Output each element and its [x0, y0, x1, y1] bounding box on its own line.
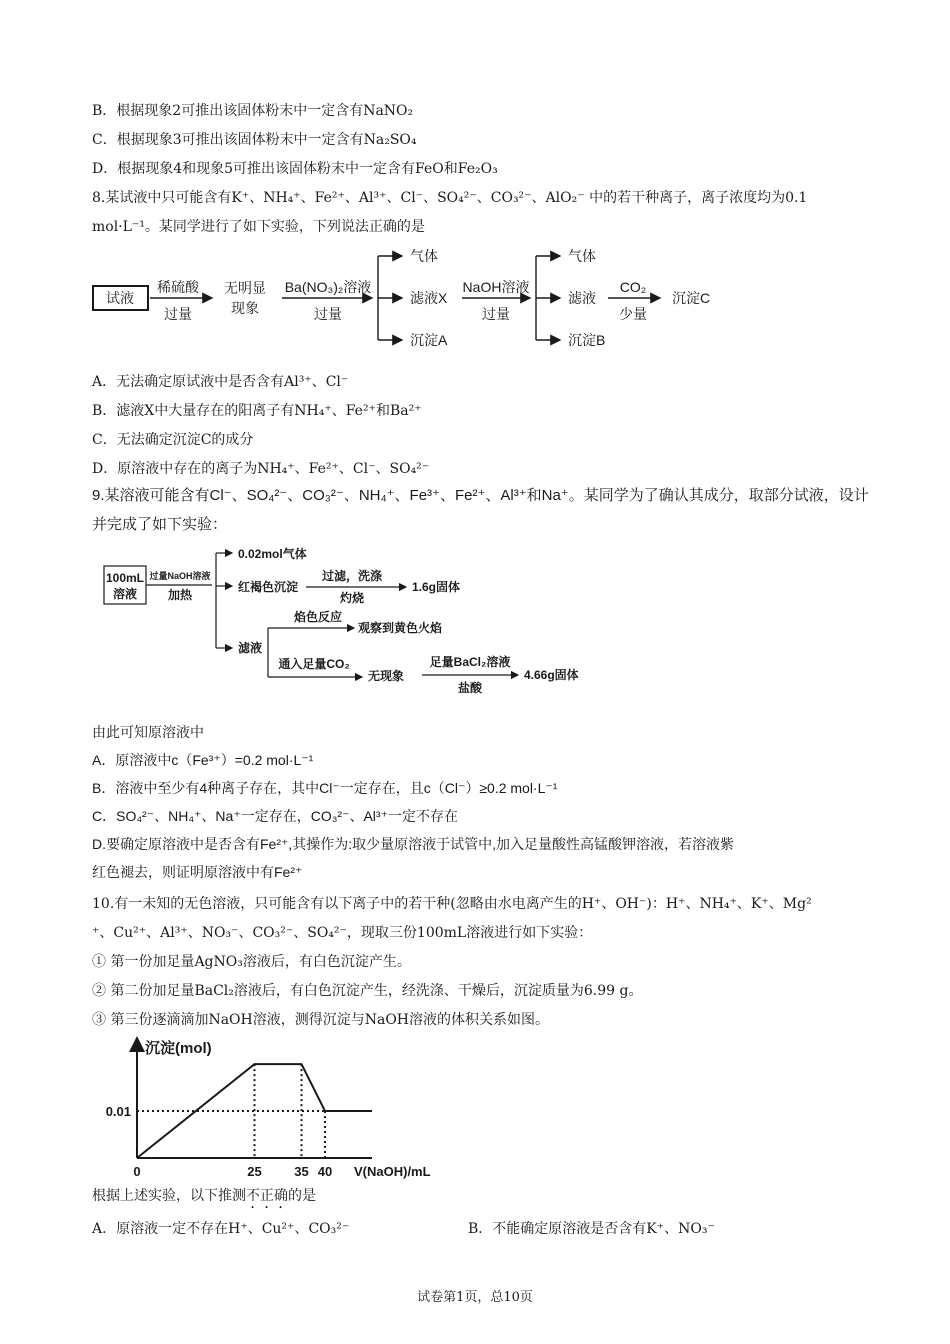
q9-stem-line2: 并完成了如下实验： [92, 516, 228, 533]
page-footer: 试卷第1页，总10页 [417, 1290, 533, 1305]
q8-option-d: D．原溶液中存在的离子为NH₄⁺、Fe²⁺、Cl⁻、SO₄²⁻ [92, 461, 430, 477]
q9-start-a: 100mL [105, 571, 145, 585]
x-tick-35: 35 [294, 1164, 309, 1179]
q9-option-d-line1: D.要确定原溶液中是否含有Fe²⁺,其操作为:取少量原溶液于试管中,加入足量酸性高锰酸钾溶液，若溶液紫 [92, 836, 735, 852]
q10-experiment-2: ② 第二份加足量BaCl₂溶液后，有白色沉淀产生，经洗涤、干燥后，沉淀质量为6.99 g。 [92, 983, 643, 999]
q10-stem-line1: 10.有一未知的无色溶液，只可能含有以下离子中的若干种(忽略由水电离产生的H⁺、OH⁻)：H⁺、NH₄⁺、K⁺、Mg² [92, 896, 812, 912]
x-axis-label: V(NaOH)/mL [354, 1164, 431, 1179]
q9-option-d-line2: 红色褪去，则证明原溶液中有Fe²⁺ [92, 864, 303, 880]
q8-reagent4-bottom: 少量 [619, 306, 647, 322]
x-tick-25: 25 [247, 1164, 262, 1179]
q8-reagent1-bottom: 过量 [164, 306, 192, 322]
q9-filtrate: 滤液 [238, 641, 263, 655]
x-tick-40: 40 [317, 1164, 333, 1179]
q10-lead-post: 的是 [288, 1188, 316, 1204]
q9-flame-test: 焰色反应 [293, 610, 343, 624]
q9-co2-step: 通入足量CO₂ [278, 657, 350, 671]
q8-stem-line1: 8.某试液中只可能含有K⁺、NH₄⁺、Fe²⁺、Al³⁺、Cl⁻、SO₄²⁻、CO₃²⁻、AlO₂⁻ 中的若干种离子，离子浓度均为0.1 [92, 190, 808, 206]
q10-option-b: B．不能确定原溶液是否含有K⁺、NO₃⁻ [468, 1221, 715, 1237]
q8-reagent2-top: Ba(NO₃)₂溶液 [284, 279, 372, 295]
q9-step1-top: 过滤，洗涤 [321, 569, 383, 583]
q9-step1-bottom: 灼烧 [339, 591, 365, 605]
q8-option-b: B．滤液X中大量存在的阳离子有NH₄⁺、Fe²⁺和Ba²⁺ [92, 403, 422, 419]
q10-stem-line2: ⁺、Cu²⁺、Al³⁺、NO₃⁻、CO₃²⁻、SO₄²⁻，现取三份100mL溶液进行如下实验： [92, 925, 593, 941]
q8-reagent4-top: CO₂ [619, 279, 647, 295]
q8-reagent2-bottom: 过量 [314, 306, 342, 322]
q9-option-a: A．原溶液中c（Fe³⁺）=0.2 mol·L⁻¹ [92, 752, 314, 768]
q7-option-d: D．根据现象4和现象5可推出该固体粉末中一定含有FeO和Fe₂O₃ [92, 161, 498, 177]
q10-experiment-1: ① 第一份加足量AgNO₃溶液后，有白色沉淀产生。 [92, 954, 411, 970]
q8-start-box: 试液 [106, 290, 134, 306]
q8-option-a: A．无法确定原试液中是否含有Al³⁺、Cl⁻ [92, 374, 349, 390]
q7-option-c: C．根据现象3可推出该固体粉末中一定含有Na₂SO₄ [92, 132, 417, 148]
q9-option-b: B．溶液中至少有4种离子存在，其中Cl⁻一定存在，且c（Cl⁻）≥0.2 mol·L⁻¹ [92, 780, 558, 796]
q8-branch2-filtrate: 滤液 [568, 290, 596, 306]
q8-final: 沉淀C [672, 290, 711, 306]
q8-result1-a: 无明显 [224, 280, 266, 296]
q10-option-a: A．原溶液一定不存在H⁺、Cu²⁺、CO₃²⁻ [92, 1221, 350, 1237]
q10-lead [92, 1186, 316, 1212]
q8-branch2-precipitate: 沉淀B [568, 332, 606, 348]
q9-start-b: 溶液 [112, 587, 138, 601]
q9-precipitate: 红褐色沉淀 [238, 580, 299, 594]
q9-flame-result: 观察到黄色火焰 [358, 621, 443, 635]
q7-option-b: B．根据现象2可推出该固体粉末中一定含有NaNO₂ [92, 103, 414, 119]
q9-reagent-top: 过量NaOH溶液 [149, 571, 211, 581]
q10-experiment-3: ③ 第三份逐滴滴加NaOH溶液，测得沉淀与NaOH溶液的体积关系如图。 [92, 1012, 550, 1028]
q8-stem-line2: mol·L⁻¹。某同学进行了如下实验，下列说法正确的是 [92, 219, 425, 235]
q9-stem-line1: 9.某溶液可能含有Cl⁻、SO₄²⁻、CO₃²⁻、NH₄⁺、Fe³⁺、Fe²⁺、Al³⁺和Na⁺。某同学为了确认其成分，取部分试液，设计 [92, 487, 869, 504]
q8-branch1-precipitate: 沉淀A [410, 332, 448, 348]
q8-branch2-gas: 气体 [568, 248, 596, 264]
q9-gas: 0.02mol气体 [238, 547, 307, 561]
q8-branch1-gas: 气体 [410, 248, 438, 264]
y-axis-label: 沉淀(mol) [145, 1040, 212, 1057]
q9-reagent-bottom: 加热 [167, 588, 193, 602]
x-tick-0: 0 [133, 1164, 141, 1179]
q8-reagent1-top: 稀硫酸 [157, 279, 199, 295]
q8-reagent3-top: NaOH溶液 [462, 279, 530, 295]
q9-solid2: 4.66g固体 [524, 668, 579, 682]
q8-reagent3-bottom: 过量 [482, 306, 510, 322]
q10-lead-emphasis: 不正确 [246, 1188, 288, 1204]
q9-option-c: C．SO₄²⁻、NH₄⁺、Na⁺一定存在，CO₃²⁻、Al³⁺一定不存在 [92, 808, 458, 824]
q9-bacl2-top: 足量BaCl₂溶液 [429, 655, 511, 669]
q8-result1-b: 现象 [231, 300, 259, 316]
q9-lead: 由此可知原溶液中 [92, 724, 204, 740]
q10-lead-pre: 根据上述实验，以下推测 [92, 1188, 246, 1204]
q8-option-c: C．无法确定沉淀C的成分 [92, 432, 254, 448]
q9-no-change: 无现象 [368, 669, 405, 683]
q9-bacl2-bottom: 盐酸 [457, 681, 483, 695]
y-tick-0.01: 0.01 [105, 1104, 131, 1120]
q9-solid1: 1.6g固体 [412, 580, 461, 594]
q8-branch1-filtrate: 滤液X [410, 290, 448, 306]
